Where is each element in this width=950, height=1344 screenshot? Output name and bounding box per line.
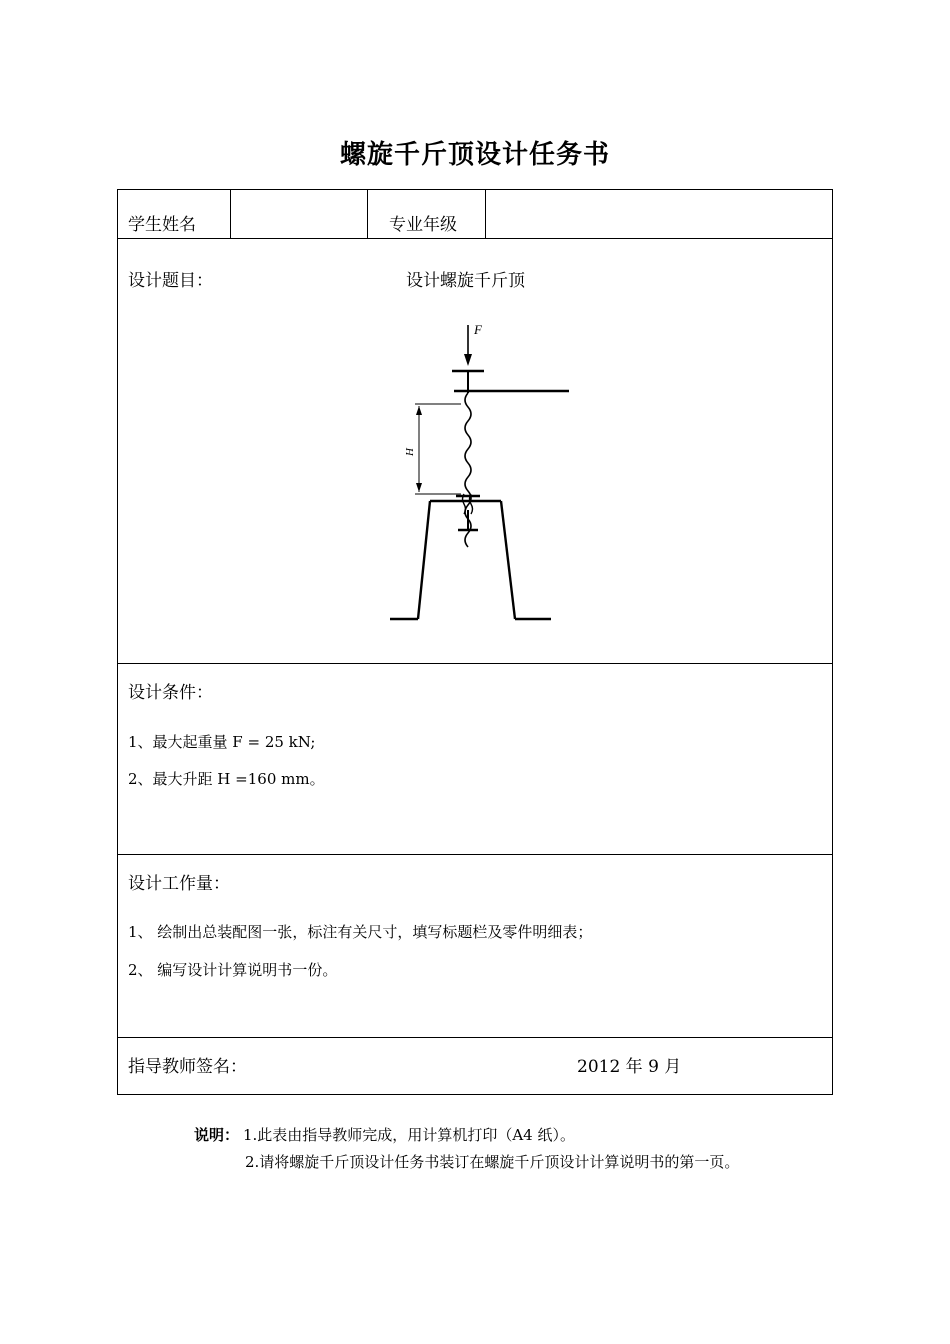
column-divider [230, 190, 231, 239]
force-label: F [474, 322, 482, 337]
student-name-label: 学生姓名 [128, 215, 196, 235]
column-divider [485, 190, 486, 239]
row-divider [118, 663, 832, 664]
design-workload-label: 设计工作量： [128, 874, 230, 894]
note-item: 2.请将螺旋千斤顶设计任务书装订在螺旋千斤顶设计计算说明书的第一页。 [245, 1153, 740, 1171]
height-label: H [404, 448, 416, 456]
major-grade-label: 专业年级 [389, 215, 457, 235]
screw-jack-diagram [373, 320, 583, 632]
design-topic-value: 设计螺旋千斤顶 [406, 271, 525, 291]
workload-item: 1、 绘制出总装配图一张，标注有关尺寸，填写标题栏及零件明细表； [128, 923, 593, 941]
workload-item: 2、 编写设计计算说明书一份。 [128, 961, 338, 979]
row-divider [118, 1037, 832, 1038]
condition-item: 1、最大起重量 F = 25 kN; [128, 733, 316, 751]
design-topic-label: 设计题目： [128, 271, 213, 291]
notes-heading: 说明： [194, 1126, 240, 1144]
row-divider [118, 854, 832, 855]
note-item: 1.此表由指导教师完成，用计算机打印（A4 纸）。 [243, 1126, 575, 1144]
design-conditions-label: 设计条件： [128, 683, 213, 703]
column-divider [367, 190, 368, 239]
task-form-table [117, 189, 833, 1095]
condition-item: 2、最大升距 H =160 mm。 [128, 770, 325, 788]
signature-date: 2012 年 9 月 [577, 1057, 682, 1077]
advisor-signature-label: 指导教师签名： [128, 1057, 247, 1077]
row-divider [118, 238, 832, 239]
page-title: 螺旋千斤顶设计任务书 [339, 140, 610, 170]
